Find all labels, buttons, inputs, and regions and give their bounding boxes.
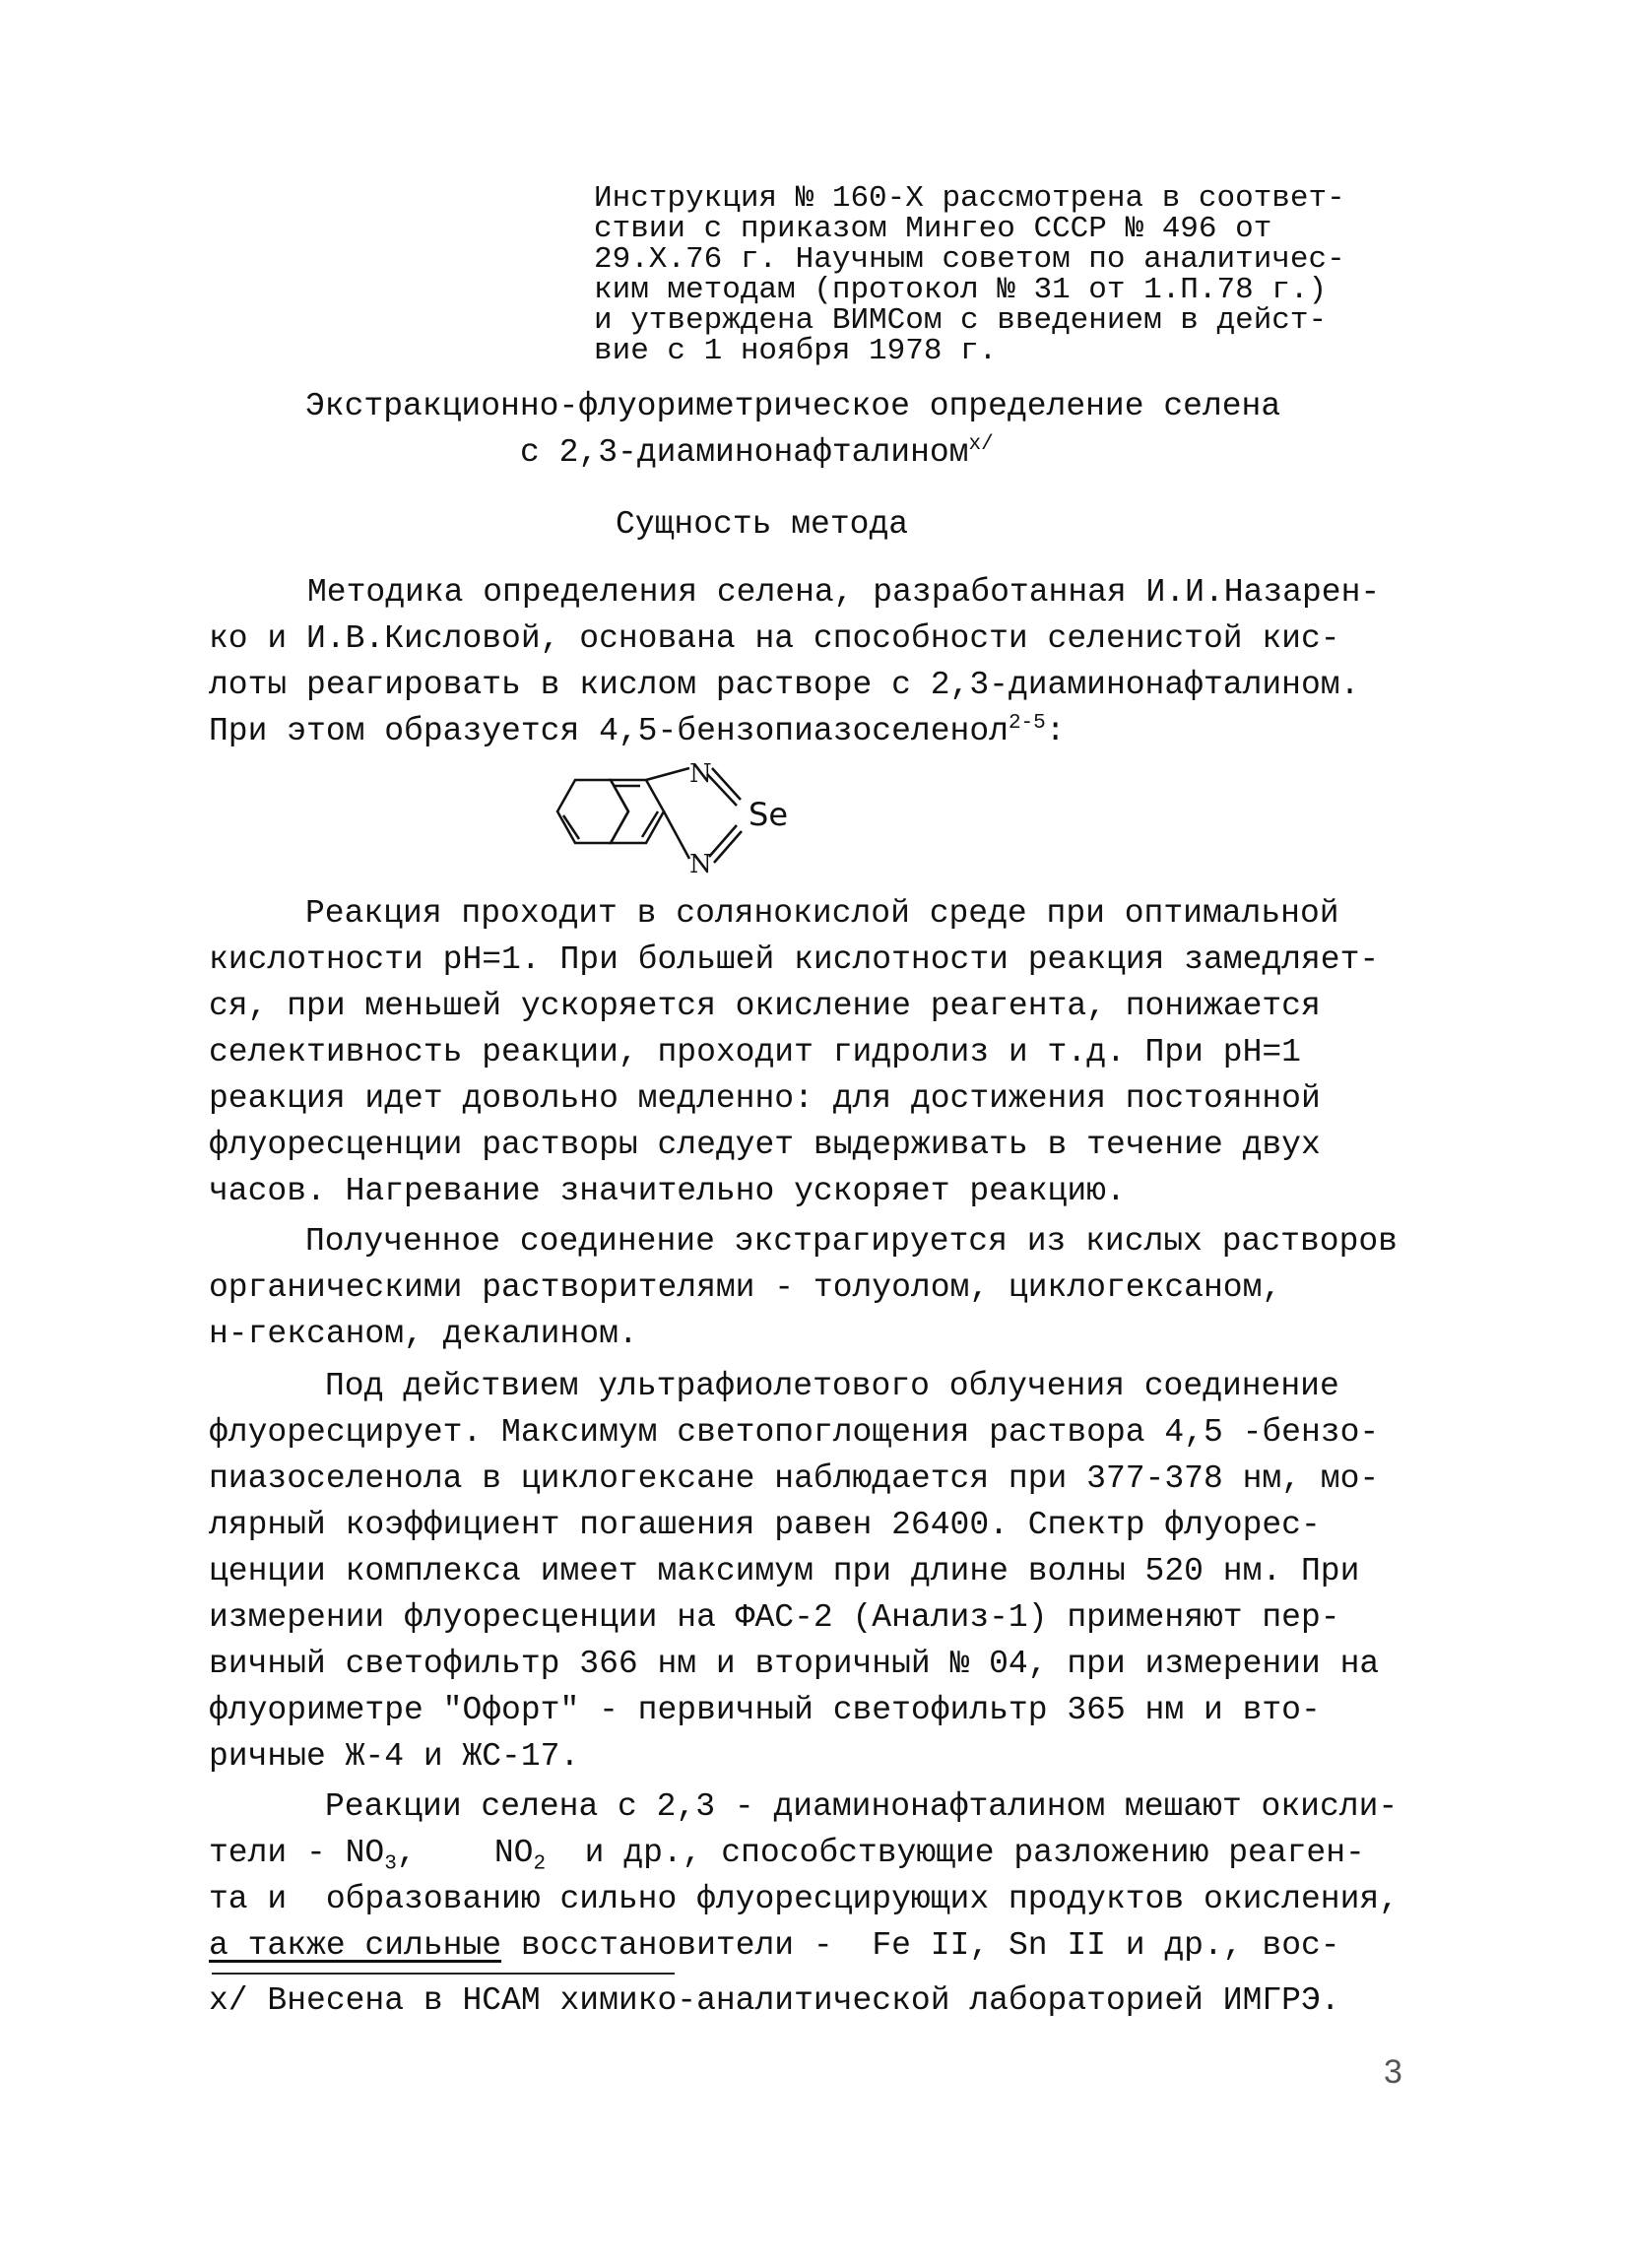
paragraph-line: Методика определения селена, разработанная И.И.Назарен- — [307, 574, 1381, 611]
footnote-divider — [212, 1973, 675, 1975]
paragraph-text: тели - NO — [209, 1835, 385, 1871]
approval-note-line: ствии с приказом Мингео СССР № 496 от — [594, 212, 1272, 246]
paragraph-line: Под действием ультрафиолетового облучения соединение — [325, 1368, 1339, 1404]
paragraph-line: та и образованию сильно флуоресцирующих продуктов окисления, — [209, 1881, 1399, 1917]
paragraph-line: флуориметре "Офорт" - первичный светофильтр 365 нм и вто- — [209, 1692, 1321, 1728]
underlined-text: а также сильные — [209, 1927, 502, 1964]
approval-note-line: и утверждена ВИМСом с введением в дейст- — [594, 303, 1328, 338]
paragraph-line: н-гексаном, декалином. — [209, 1316, 638, 1352]
paragraph-line: Реакция проходит в солянокислой среде при оптимальной — [305, 895, 1339, 932]
paragraph-line: Реакции селена с 2,3 - диаминонафталином мешают окисли- — [325, 1788, 1399, 1825]
paragraph-text: и др., способствующие разложению реаген- — [546, 1835, 1365, 1871]
naphthalene-rings — [557, 768, 742, 863]
paragraph-line: реакция идет довольно медленно: для достижения постоянной — [209, 1080, 1321, 1117]
paragraph-text: восстановители - Fe II, Sn II и др., вос- — [501, 1927, 1340, 1964]
approval-note-line: 29.Х.76 г. Научным советом по аналитичес- — [594, 242, 1345, 277]
footnote: х/ Внесена в НСАМ химико-аналитической лабораторией ИМГРЭ. — [209, 1982, 1340, 2019]
title-text: с 2,3-диаминонафталином — [520, 434, 969, 471]
paragraph-line: лярный коэффициент погашения равен 26400. Спектр флуорес- — [209, 1507, 1321, 1543]
paragraph-line — [209, 712, 1066, 751]
paragraph-line: вичный светофильтр 366 нм и вторичный № 04, при измерении на — [209, 1646, 1380, 1682]
title-footnote-mark: х/ — [968, 433, 994, 456]
subscript: 3 — [384, 1852, 397, 1876]
benzopiazselenol-structure — [532, 760, 857, 888]
paragraph-line — [209, 1834, 1365, 1876]
paragraph-line: лоты реагировать в кислом растворе с 2,3-диаминонафталином. — [209, 667, 1360, 703]
paragraph-line: кислотности рН=1. При большей кислотности реакция замедляет- — [209, 941, 1380, 978]
approval-note-line: Инструкция № 160-Х рассмотрена в соответ- — [594, 181, 1345, 216]
page-title: Экстракционно-флуориметрическое определение селена — [305, 388, 1281, 424]
paragraph-line: ценции комплекса имеет максимум при длине волны 520 нм. При — [209, 1553, 1360, 1589]
paragraph-line: флуоресценции растворы следует выдерживать в течение двух — [209, 1127, 1321, 1163]
atom-n-bottom: N — [689, 850, 712, 879]
atom-se: Se — [749, 796, 788, 833]
paragraph-line: органическими растворителями - толуолом, циклогексаном, — [209, 1269, 1282, 1306]
paragraph-text: При этом образуется 4,5-бензопиазоселенол — [209, 713, 1009, 749]
page-number: 3 — [1384, 2053, 1402, 2091]
approval-note-line: вие с 1 ноября 1978 г. — [594, 334, 998, 368]
section-heading: Сущность метода — [616, 506, 909, 543]
paragraph-line — [209, 1926, 1340, 1966]
paragraph-line: ричные Ж-4 и ЖС-17. — [209, 1738, 580, 1775]
paragraph-line: селективность реакции, проходит гидролиз и т.д. При рН=1 — [209, 1034, 1301, 1070]
colon: : — [1045, 713, 1066, 749]
reference-mark: 2-5 — [1008, 712, 1046, 735]
paragraph-line: Полученное соединение экстрагируется из кислых растворов — [305, 1223, 1398, 1260]
atom-n-top: N — [689, 760, 712, 789]
paragraph-line: флуоресцирует. Максимум светопоглощения раствора 4,5 -бензо- — [209, 1414, 1380, 1451]
paragraph-text: , NO — [396, 1835, 534, 1871]
paragraph-line: измерении флуоресценции на ФАС-2 (Анализ-1) применяют пер- — [209, 1599, 1340, 1636]
page-title-line2 — [520, 433, 994, 473]
subscript: 2 — [533, 1852, 547, 1876]
paragraph-line: пиазоселенола в циклогексане наблюдается при 377-378 нм, мо- — [209, 1460, 1380, 1497]
paragraph-line: часов. Нагревание значительно ускоряет реакцию. — [209, 1173, 1126, 1209]
paragraph-line: ко и И.В.Кисловой, основана на способности селенистой кис- — [209, 620, 1340, 657]
approval-note-line: ким методам (протокол № 31 от 1.П.78 г.) — [594, 273, 1328, 307]
paragraph-line: ся, при меньшей ускоряется окисление реагента, понижается — [209, 988, 1321, 1024]
